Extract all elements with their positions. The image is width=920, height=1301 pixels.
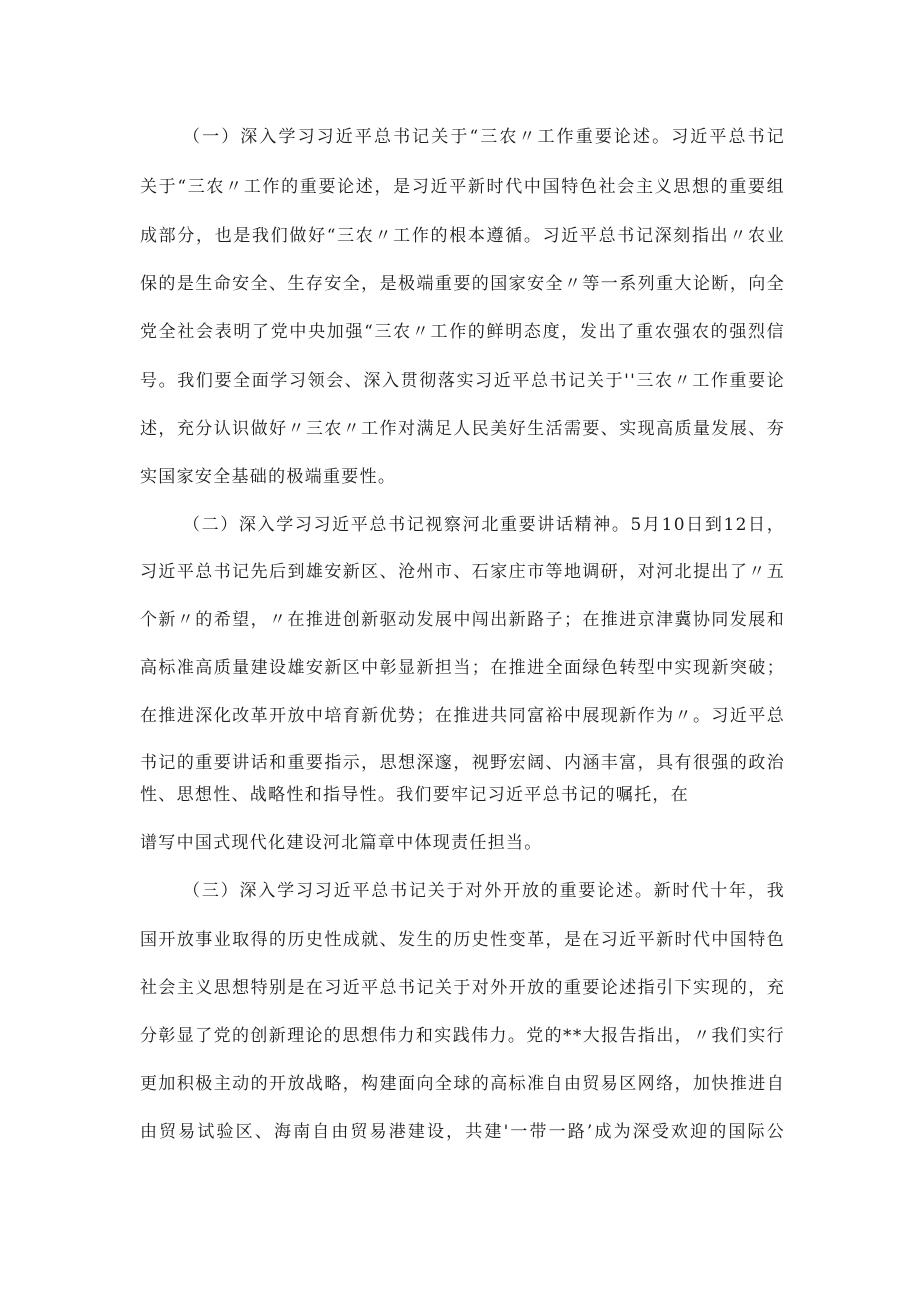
paragraph-line: 党全社会表明了党中央加强“三农〃工作的鲜明态度，发出了重农强农的强烈信	[140, 322, 785, 342]
paragraph-line: 成部分，也是我们做好“三农〃工作的根本遵循。习近平总书记深刻指出〃农业	[140, 226, 785, 246]
paragraph-line: 分彰显了党的创新理论的思想伟力和实践伟力。党的**大报告指出，〃我们实行	[140, 1026, 785, 1046]
paragraph-line: 性、思想性、战略性和指导性。我们要牢记习近平总书记的嘱托，在	[140, 785, 689, 805]
paragraph-line: 书记的重要讲话和重要指示，思想深邃，视野宏阔、内涵丰富，具有很强的政治	[140, 753, 785, 773]
paragraph-line: 号。我们要全面学习领会、深入贯彻落实习近平总书记关于''三农〃工作重要论	[140, 371, 785, 391]
paragraph-first-line: （二）深入学习习近平总书记视察河北重要讲话精神。5月10日到12日，	[183, 515, 785, 535]
paragraph-first-line: （一）深入学习习近平总书记关于“三农〃工作重要论述。习近平总书记	[183, 127, 785, 147]
paragraph-first-line: （三）深入学习习近平总书记关于对外开放的重要论述。新时代十年，我	[183, 881, 785, 901]
paragraph-line: 由贸易试验区、海南自由贸易港建设，共建'一带一路’成为深受欢迎的国际公	[140, 1122, 785, 1142]
paragraph-line: 习近平总书记先后到雄安新区、沧州市、石家庄市等地调研，对河北提出了〃五	[140, 562, 785, 582]
paragraph-line: 保的是生命安全、生存安全，是极端重要的国家安全〃等一系列重大论断，向全	[140, 274, 785, 294]
paragraph-line: 高标准高质量建设雄安新区中彰显新担当；在推进全面绿色转型中实现新突破；	[140, 658, 785, 678]
paragraph-line: 在推进深化改革开放中培育新优势；在推进共同富裕中展现新作为〃。习近平总	[140, 706, 785, 726]
paragraph-last-line: 谱写中国式现代化建设河北篇章中体现责任担当。	[140, 833, 543, 853]
paragraph-line: 述，充分认识做好〃三农〃工作对满足人民美好生活需要、实现高质量发展、夯	[140, 419, 785, 439]
paragraph-line: 社会主义思想特别是在习近平总书记关于对外开放的重要论述指引下实现的，充	[140, 978, 785, 998]
paragraph-line: 国开放事业取得的历史性成就、发生的历史性变革，是在习近平新时代中国特色	[140, 930, 785, 950]
paragraph-line: 关于“三农〃工作的重要论述，是习近平新时代中国特色社会主义思想的重要组	[140, 177, 785, 197]
paragraph-line: 个新〃的希望，〃在推进创新驱动发展中闯出新路子；在推进京津冀协同发展和	[140, 610, 785, 630]
paragraph-last-line: 实国家安全基础的极端重要性。	[140, 467, 397, 487]
paragraph-line: 更加积极主动的开放战略，构建面向全球的高标准自由贸易区网络，加快推进自	[140, 1074, 785, 1094]
